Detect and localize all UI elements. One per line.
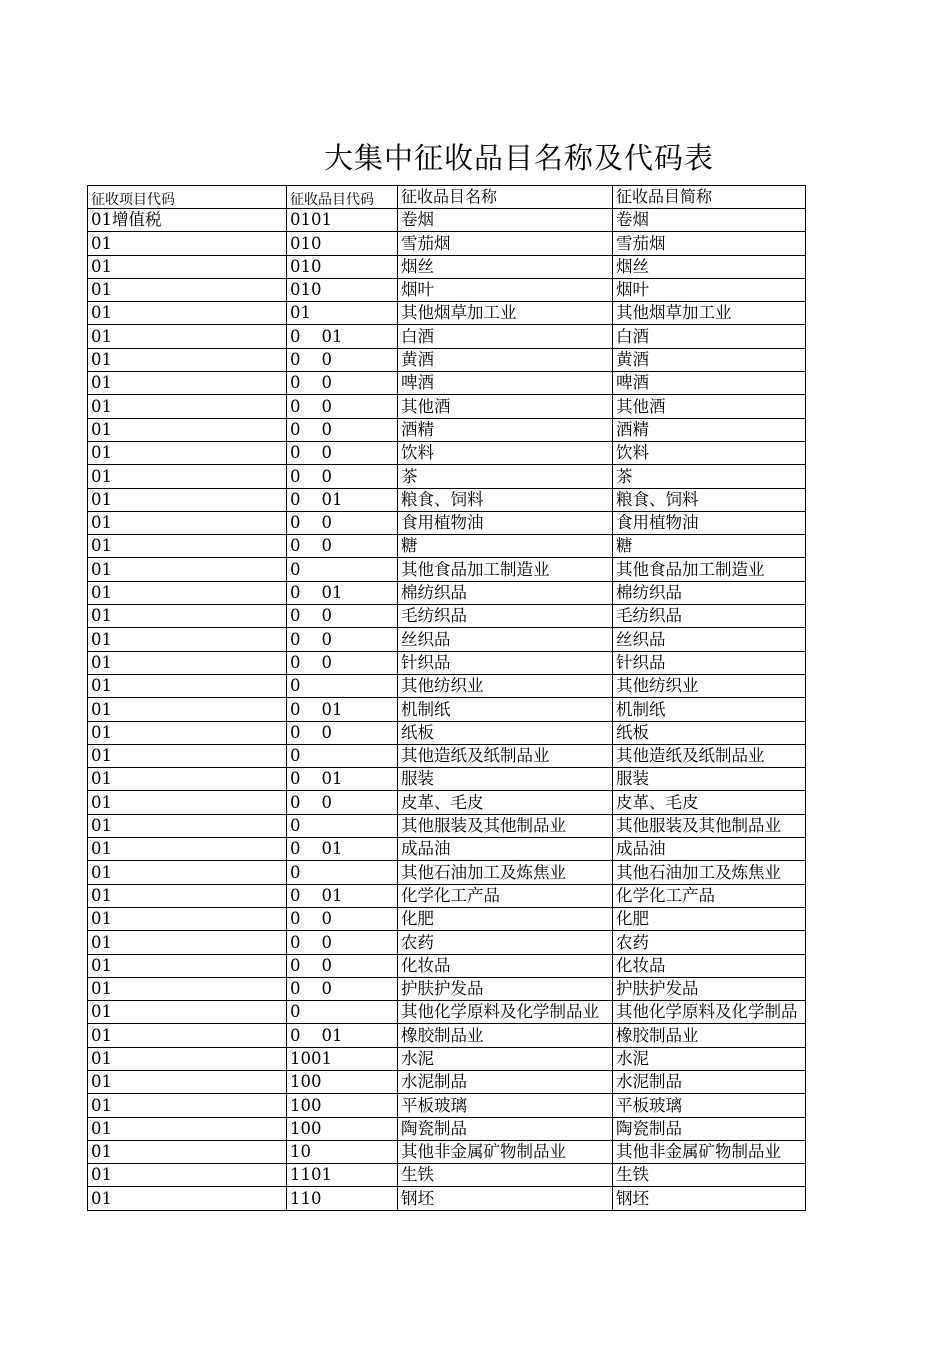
project-code-cell: 01 — [88, 721, 287, 744]
project-code-cell: 01 — [88, 535, 287, 558]
item-name-cell: 纸板 — [398, 721, 613, 744]
project-code-cell: 01 — [88, 651, 287, 674]
item-name-cell: 卷烟 — [398, 209, 613, 232]
project-code-cell: 01 — [88, 1140, 287, 1163]
table-row — [88, 651, 806, 674]
item-name-cell: 其他烟草加工业 — [398, 302, 613, 325]
item-code-cell: 0 0 — [287, 954, 398, 977]
table-row — [88, 348, 806, 371]
item-code-cell: 100 — [287, 1094, 398, 1117]
project-code-cell: 01 — [88, 977, 287, 1000]
item-short-name-cell: 其他服装及其他制品业 — [613, 814, 806, 837]
project-code-cell: 01 — [88, 232, 287, 255]
table-row — [88, 232, 806, 255]
item-short-name-cell: 啤酒 — [613, 372, 806, 395]
table-row — [88, 907, 806, 930]
item-name-cell: 陶瓷制品 — [398, 1117, 613, 1140]
project-code-cell: 01 — [88, 1094, 287, 1117]
table-row — [88, 558, 806, 581]
item-short-name-cell: 橡胶制品业 — [613, 1024, 806, 1047]
item-short-name-cell: 陶瓷制品 — [613, 1117, 806, 1140]
project-code-cell: 01 — [88, 814, 287, 837]
item-code-cell: 0 0 — [287, 791, 398, 814]
item-short-name-cell: 毛纺织品 — [613, 605, 806, 628]
item-name-cell: 其他石油加工及炼焦业 — [398, 861, 613, 884]
item-short-name-cell: 其他烟草加工业 — [613, 302, 806, 325]
item-short-name-cell: 纸板 — [613, 721, 806, 744]
project-code-cell: 01 — [88, 418, 287, 441]
table-row — [88, 1047, 806, 1070]
item-name-cell: 其他纺织业 — [398, 674, 613, 697]
project-code-cell: 01 — [88, 1187, 287, 1210]
project-code-cell: 01 — [88, 488, 287, 511]
project-code-cell: 01 — [88, 884, 287, 907]
item-code-cell: 0 0 — [287, 931, 398, 954]
header-item-short-name: 征收品目简称 — [613, 186, 806, 209]
item-short-name-cell: 其他石油加工及炼焦业 — [613, 861, 806, 884]
table-row — [88, 1140, 806, 1163]
item-short-name-cell: 钢坯 — [613, 1187, 806, 1210]
item-code-cell: 0 01 — [287, 884, 398, 907]
project-code-cell: 01 — [88, 325, 287, 348]
project-code-cell: 01 — [88, 838, 287, 861]
table-row — [88, 535, 806, 558]
project-code-cell: 01 — [88, 1047, 287, 1070]
table-row — [88, 488, 806, 511]
item-short-name-cell: 平板玻璃 — [613, 1094, 806, 1117]
item-short-name-cell: 成品油 — [613, 838, 806, 861]
item-short-name-cell: 白酒 — [613, 325, 806, 348]
item-short-name-cell: 卷烟 — [613, 209, 806, 232]
item-name-cell: 烟丝 — [398, 255, 613, 278]
project-code-cell: 01 — [88, 581, 287, 604]
project-code-cell: 01 — [88, 278, 287, 301]
table-row — [88, 884, 806, 907]
item-code-cell: 0 0 — [287, 465, 398, 488]
table-row — [88, 1094, 806, 1117]
item-code-cell: 0 0 — [287, 907, 398, 930]
item-short-name-cell: 农药 — [613, 931, 806, 954]
item-name-cell: 钢坯 — [398, 1187, 613, 1210]
item-code-cell: 0 0 — [287, 348, 398, 371]
project-code-cell: 01 — [88, 1001, 287, 1024]
item-code-cell: 0 — [287, 674, 398, 697]
item-name-cell: 橡胶制品业 — [398, 1024, 613, 1047]
item-code-cell: 0 01 — [287, 768, 398, 791]
item-code-cell: 1101 — [287, 1164, 398, 1187]
page-title: 大集中征收品目名称及代码表 — [324, 141, 715, 175]
header-item-name: 征收品目名称 — [398, 186, 613, 209]
item-code-cell: 0 01 — [287, 488, 398, 511]
project-code-cell: 01 — [88, 465, 287, 488]
item-short-name-cell: 化肥 — [613, 907, 806, 930]
item-code-cell: 0 01 — [287, 581, 398, 604]
table-row — [88, 441, 806, 464]
table-row — [88, 581, 806, 604]
project-code-cell: 01 — [88, 931, 287, 954]
item-name-cell: 水泥制品 — [398, 1070, 613, 1093]
table-row — [88, 511, 806, 534]
item-name-cell: 水泥 — [398, 1047, 613, 1070]
item-name-cell: 化肥 — [398, 907, 613, 930]
item-code-cell: 0 01 — [287, 838, 398, 861]
header-item-code: 征收品目代码 — [287, 186, 398, 209]
table-row — [88, 302, 806, 325]
project-code-cell: 01 — [88, 1164, 287, 1187]
project-code-cell: 01增值税 — [88, 209, 287, 232]
item-name-cell: 雪茄烟 — [398, 232, 613, 255]
project-code-cell: 01 — [88, 907, 287, 930]
item-code-cell: 10 — [287, 1140, 398, 1163]
table-row — [88, 1117, 806, 1140]
item-short-name-cell: 丝织品 — [613, 628, 806, 651]
table-row — [88, 954, 806, 977]
item-code-cell: 010 — [287, 278, 398, 301]
item-code-cell: 0 — [287, 861, 398, 884]
item-short-name-cell: 其他化学原料及化学制品 — [613, 1001, 806, 1024]
item-short-name-cell: 烟叶 — [613, 278, 806, 301]
item-name-cell: 其他食品加工制造业 — [398, 558, 613, 581]
project-code-cell: 01 — [88, 1117, 287, 1140]
project-code-cell: 01 — [88, 791, 287, 814]
item-short-name-cell: 其他纺织业 — [613, 674, 806, 697]
project-code-cell: 01 — [88, 954, 287, 977]
project-code-cell: 01 — [88, 302, 287, 325]
item-code-cell: 0 01 — [287, 1024, 398, 1047]
table-row — [88, 744, 806, 767]
table-row — [88, 861, 806, 884]
item-short-name-cell: 服装 — [613, 768, 806, 791]
table-row — [88, 325, 806, 348]
table-row — [88, 395, 806, 418]
item-code-cell: 0101 — [287, 209, 398, 232]
item-short-name-cell: 护肤护发品 — [613, 977, 806, 1000]
table-row — [88, 605, 806, 628]
item-name-cell: 其他服装及其他制品业 — [398, 814, 613, 837]
item-short-name-cell: 黄酒 — [613, 348, 806, 371]
item-short-name-cell: 雪茄烟 — [613, 232, 806, 255]
project-code-cell: 01 — [88, 1024, 287, 1047]
item-code-cell: 0 0 — [287, 977, 398, 1000]
item-short-name-cell: 糖 — [613, 535, 806, 558]
project-code-cell: 01 — [88, 511, 287, 534]
item-name-cell: 平板玻璃 — [398, 1094, 613, 1117]
item-name-cell: 啤酒 — [398, 372, 613, 395]
item-name-cell: 烟叶 — [398, 278, 613, 301]
table-row — [88, 674, 806, 697]
item-short-name-cell: 水泥 — [613, 1047, 806, 1070]
item-name-cell: 毛纺织品 — [398, 605, 613, 628]
item-short-name-cell: 食用植物油 — [613, 511, 806, 534]
item-name-cell: 粮食、饲料 — [398, 488, 613, 511]
item-code-cell: 010 — [287, 232, 398, 255]
project-code-cell: 01 — [88, 558, 287, 581]
item-code-cell: 0 01 — [287, 698, 398, 721]
project-code-cell: 01 — [88, 628, 287, 651]
item-name-cell: 棉纺织品 — [398, 581, 613, 604]
item-name-cell: 化学化工产品 — [398, 884, 613, 907]
item-short-name-cell: 其他造纸及纸制品业 — [613, 744, 806, 767]
item-code-cell: 0 — [287, 558, 398, 581]
item-name-cell: 化妆品 — [398, 954, 613, 977]
project-code-cell: 01 — [88, 255, 287, 278]
item-short-name-cell: 其他非金属矿物制品业 — [613, 1140, 806, 1163]
item-name-cell: 成品油 — [398, 838, 613, 861]
table-row — [88, 418, 806, 441]
item-code-cell: 100 — [287, 1070, 398, 1093]
item-short-name-cell: 化妆品 — [613, 954, 806, 977]
item-name-cell: 酒精 — [398, 418, 613, 441]
table-row — [88, 838, 806, 861]
table-row — [88, 698, 806, 721]
table-row — [88, 628, 806, 651]
item-code-cell: 0 0 — [287, 441, 398, 464]
table-row — [88, 278, 806, 301]
item-short-name-cell: 茶 — [613, 465, 806, 488]
item-code-cell: 0 0 — [287, 721, 398, 744]
item-code-cell: 110 — [287, 1187, 398, 1210]
item-short-name-cell: 针织品 — [613, 651, 806, 674]
item-short-name-cell: 生铁 — [613, 1164, 806, 1187]
item-name-cell: 其他非金属矿物制品业 — [398, 1140, 613, 1163]
item-code-cell: 1001 — [287, 1047, 398, 1070]
project-code-cell: 01 — [88, 698, 287, 721]
item-name-cell: 服装 — [398, 768, 613, 791]
item-name-cell: 生铁 — [398, 1164, 613, 1187]
item-code-cell: 100 — [287, 1117, 398, 1140]
table-row — [88, 1001, 806, 1024]
item-short-name-cell: 粮食、饲料 — [613, 488, 806, 511]
item-name-cell: 茶 — [398, 465, 613, 488]
header-project-code: 征收项目代码 — [88, 186, 287, 209]
item-code-cell: 0 01 — [287, 325, 398, 348]
item-code-cell: 0 0 — [287, 372, 398, 395]
item-name-cell: 其他化学原料及化学制品业 — [398, 1001, 613, 1024]
item-short-name-cell: 化学化工产品 — [613, 884, 806, 907]
project-code-cell: 01 — [88, 605, 287, 628]
item-short-name-cell: 皮革、毛皮 — [613, 791, 806, 814]
item-code-cell: 010 — [287, 255, 398, 278]
item-code-cell: 0 — [287, 1001, 398, 1024]
item-code-cell: 0 0 — [287, 605, 398, 628]
item-name-cell: 饮料 — [398, 441, 613, 464]
item-code-cell: 0 0 — [287, 418, 398, 441]
table-row — [88, 977, 806, 1000]
table-row — [88, 372, 806, 395]
item-name-cell: 机制纸 — [398, 698, 613, 721]
item-name-cell: 白酒 — [398, 325, 613, 348]
code-table — [87, 185, 806, 1211]
item-short-name-cell: 水泥制品 — [613, 1070, 806, 1093]
project-code-cell: 01 — [88, 861, 287, 884]
table-row — [88, 1164, 806, 1187]
item-name-cell: 丝织品 — [398, 628, 613, 651]
item-code-cell: 0 — [287, 744, 398, 767]
item-name-cell: 其他酒 — [398, 395, 613, 418]
project-code-cell: 01 — [88, 372, 287, 395]
item-short-name-cell: 机制纸 — [613, 698, 806, 721]
table-row — [88, 209, 806, 232]
table-row — [88, 768, 806, 791]
item-short-name-cell: 饮料 — [613, 441, 806, 464]
table-row — [88, 1187, 806, 1210]
item-name-cell: 护肤护发品 — [398, 977, 613, 1000]
table-row — [88, 791, 806, 814]
table-row — [88, 721, 806, 744]
project-code-cell: 01 — [88, 348, 287, 371]
project-code-cell: 01 — [88, 674, 287, 697]
table-row — [88, 931, 806, 954]
item-code-cell: 0 0 — [287, 395, 398, 418]
item-short-name-cell: 其他食品加工制造业 — [613, 558, 806, 581]
table-row — [88, 1024, 806, 1047]
item-code-cell: 0 — [287, 814, 398, 837]
item-code-cell: 0 0 — [287, 511, 398, 534]
project-code-cell: 01 — [88, 744, 287, 767]
item-name-cell: 黄酒 — [398, 348, 613, 371]
project-code-cell: 01 — [88, 441, 287, 464]
item-code-cell: 0 0 — [287, 651, 398, 674]
item-code-cell: 0 0 — [287, 535, 398, 558]
table-row — [88, 814, 806, 837]
table-row — [88, 1070, 806, 1093]
item-name-cell: 农药 — [398, 931, 613, 954]
item-name-cell: 糖 — [398, 535, 613, 558]
item-short-name-cell: 酒精 — [613, 418, 806, 441]
item-name-cell: 食用植物油 — [398, 511, 613, 534]
project-code-cell: 01 — [88, 1070, 287, 1093]
item-short-name-cell: 其他酒 — [613, 395, 806, 418]
item-code-cell: 01 — [287, 302, 398, 325]
project-code-cell: 01 — [88, 768, 287, 791]
item-short-name-cell: 棉纺织品 — [613, 581, 806, 604]
item-name-cell: 其他造纸及纸制品业 — [398, 744, 613, 767]
item-name-cell: 针织品 — [398, 651, 613, 674]
table-row — [88, 255, 806, 278]
table-header-row — [88, 186, 806, 209]
item-short-name-cell: 烟丝 — [613, 255, 806, 278]
item-code-cell: 0 0 — [287, 628, 398, 651]
table-row — [88, 465, 806, 488]
item-name-cell: 皮革、毛皮 — [398, 791, 613, 814]
project-code-cell: 01 — [88, 395, 287, 418]
